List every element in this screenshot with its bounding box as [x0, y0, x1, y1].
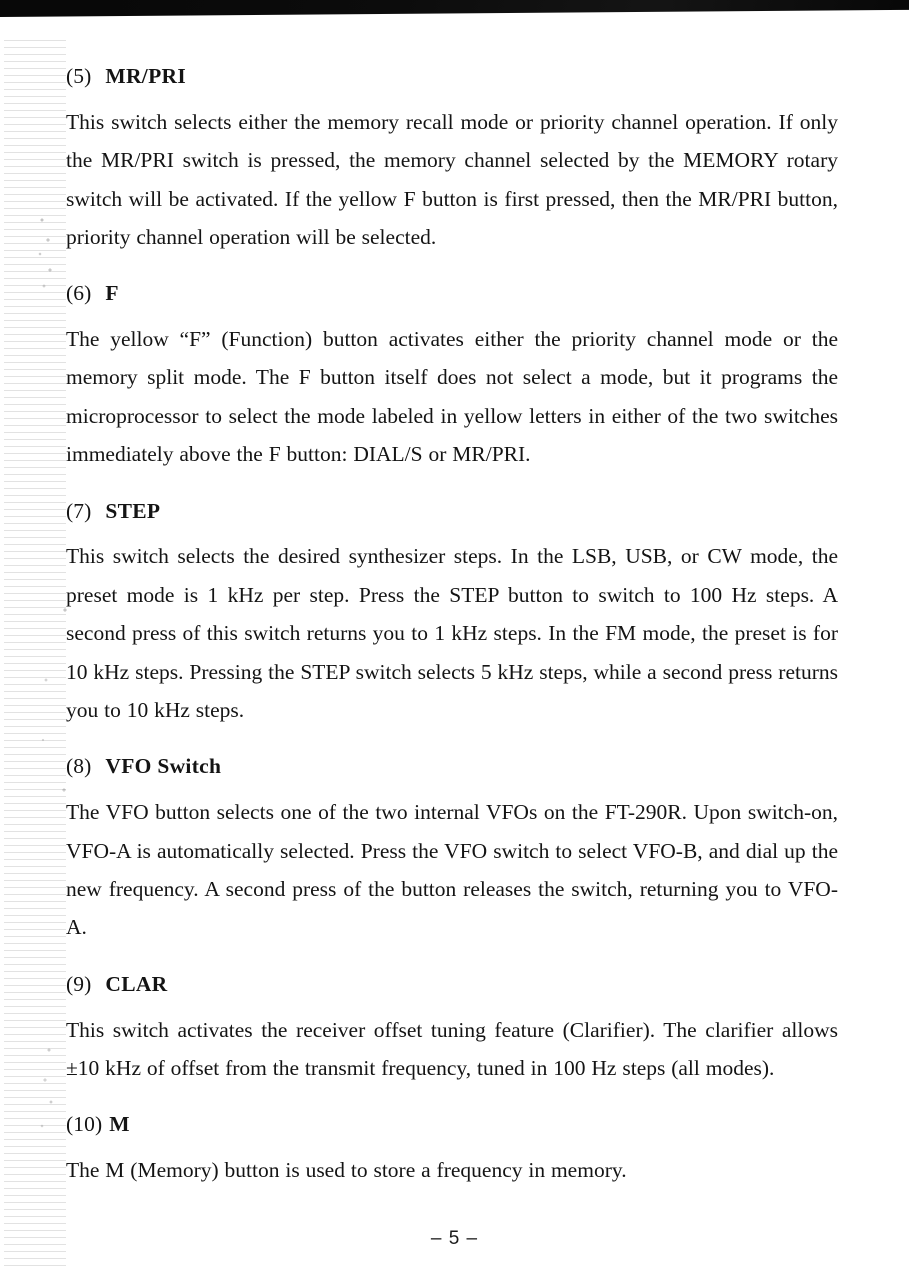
section-5: [66, 64, 838, 256]
section-heading: [66, 1112, 838, 1137]
section-heading: [66, 64, 838, 89]
section-body: The yellow “F” (Function) button activates either the priority channel mode or the memory split mode. The F button itself does not select a mode, but it programs the microprocessor to select the mode labeled in yellow letters in either of the two switches immediately above the F button: DIAL/S or MR/PRI.: [66, 327, 838, 467]
section-7: [66, 499, 838, 730]
section-title: CLAR: [105, 971, 168, 996]
section-number: (8): [66, 754, 92, 779]
section-body: This switch selects the desired synthesizer steps. In the LSB, USB, or CW mode, the preset mode is 1 kHz per step. Press the STEP button to switch to 100 Hz steps. A second press of this switch returns you to 1 kHz steps. In the FM mode, the preset is for 10 kHz steps. Pressing the STEP switch selects 5 kHz steps, while a second press returns you to 10 kHz steps.: [66, 544, 838, 723]
section-6: [66, 281, 838, 473]
paragraph-gap: [66, 729, 838, 754]
section-number: (10): [66, 1112, 103, 1137]
paragraph-gap: [66, 256, 838, 281]
section-number: (6): [66, 281, 92, 306]
paragraph-gap: [66, 947, 838, 972]
section-number: (5): [66, 64, 92, 88]
section-9: [66, 972, 838, 1088]
section-number: (9): [66, 971, 92, 996]
section-8: [66, 754, 838, 946]
section-title: MR/PRI: [105, 64, 186, 88]
section-heading: [66, 754, 838, 779]
section-title: F: [105, 281, 119, 306]
section-heading: [66, 281, 838, 306]
section-body: The M (Memory) button is used to store a frequency in memory.: [66, 1158, 627, 1183]
section-body: The VFO button selects one of the two internal VFOs on the FT-290R. Upon switch-on, VFO-A is automatically selected. Press the VFO switch to select VFO-B, and dial up the new frequency. A second press of the button releases the switch, returning you to VFO-A.: [66, 800, 838, 940]
scan-edge-artifact-top: [0, 0, 909, 17]
section-number: (7): [66, 498, 92, 523]
section-10: [66, 1112, 838, 1189]
page-number: – 5 –: [430, 1228, 479, 1249]
section-body: This switch activates the receiver offset tuning feature (Clarifier). The clarifier allows ±10 kHz of offset from the transmit frequency, tuned in 100 Hz steps (all modes).: [66, 1017, 838, 1080]
section-body: This switch selects either the memory recall mode or priority channel operation. If only the MR/PRI switch is pressed, the memory channel selected by the MEMORY rotary switch will be activated. If the yellow F button is first pressed, then the MR/PRI button, priority channel operation will be selected.: [66, 109, 838, 249]
section-title: VFO Switch: [105, 754, 222, 779]
section-title: STEP: [105, 498, 161, 523]
page-content: [66, 64, 838, 1189]
section-heading: [66, 499, 838, 524]
section-title: M: [109, 1112, 130, 1137]
section-heading: [66, 972, 838, 997]
paragraph-gap: [66, 474, 838, 499]
paragraph-gap: [66, 1087, 838, 1112]
scan-gutter-noise: [4, 40, 66, 1270]
